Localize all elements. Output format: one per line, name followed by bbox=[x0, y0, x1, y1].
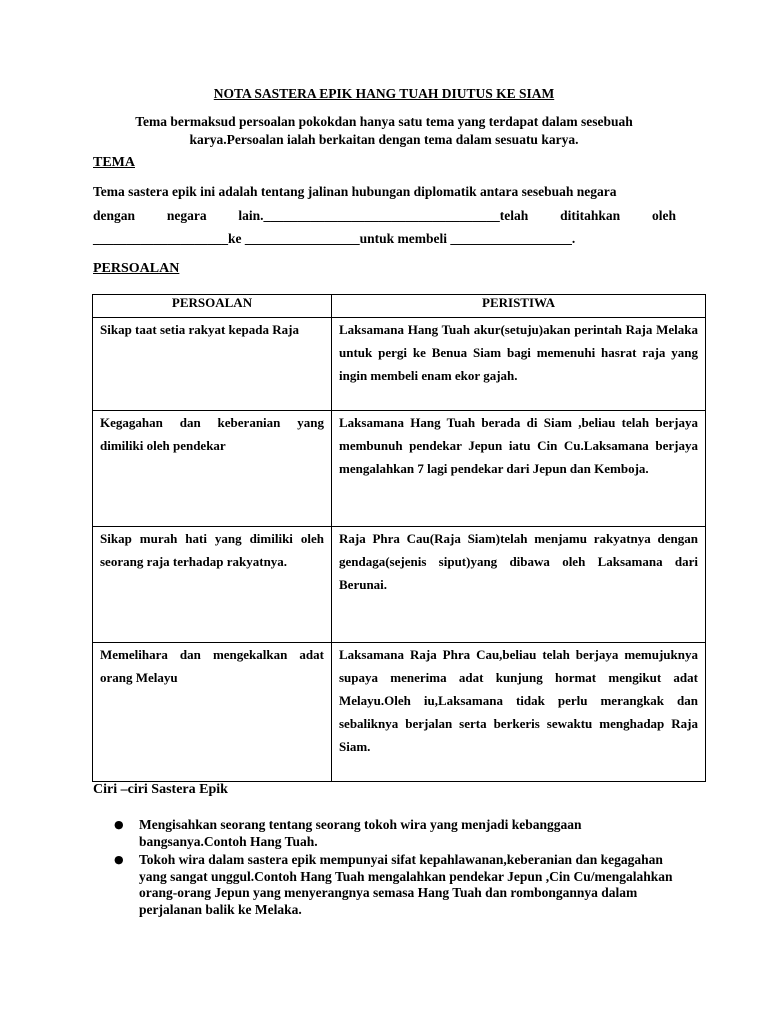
intro-line: karya.Persoalan ialah berkaitan dengan tema dalam sesuatu karya. bbox=[189, 132, 579, 147]
table-row bbox=[93, 318, 706, 411]
persoalan-cell: Sikap murah hati yang dimiliki oleh seorang raja terhadap rakyatnya. bbox=[93, 527, 332, 643]
tema-line bbox=[93, 180, 676, 204]
table-row bbox=[93, 643, 706, 782]
intro-paragraph bbox=[100, 113, 668, 149]
column-header-persoalan: PERSOALAN bbox=[93, 295, 332, 318]
bullet-icon: ● bbox=[114, 853, 124, 866]
list-item-text: Tokoh wira dalam sastera epik mempunyai sifat kepahlawanan,keberanian dan kegagahan yang sangat unggul.Contoh Hang Tuah mengalahkan pendekar Jepun ,Cin Cu/mengalahkan orang-orang Jepun yang menyerangnya semasa Hang Tuah dan rombongannya dalam perjalanan balik ke Melaka. bbox=[139, 852, 673, 917]
list-item bbox=[93, 817, 683, 850]
table-row bbox=[93, 527, 706, 643]
tema-line-fill-blank: ____________________ke _________________untuk membeli __________________. bbox=[93, 231, 576, 246]
peristiwa-cell: Laksamana Raja Phra Cau,beliau telah berjaya memujuknya supaya menerima adat kunjung hormat mengikut adat Melayu.Oleh iu,Laksamana tidak perlu merangkak dan sebaliknya berjalan serta berkeris sewaktu menghadap Raja Siam. bbox=[332, 643, 706, 782]
tema-line-fill-blank bbox=[93, 204, 676, 228]
tema-word: dititahkan bbox=[560, 207, 621, 223]
ciri-heading: Ciri –ciri Sastera Epik bbox=[93, 782, 228, 797]
persoalan-cell: Kegagahan dan keberanian yang dimiliki oleh pendekar bbox=[93, 411, 332, 527]
peristiwa-cell: Laksamana Hang Tuah berada di Siam ,beliau telah berjaya membunuh pendekar Jepun iatu Cin Cu.Laksamana berjaya mengalahkan 7 lagi pendekar dari Jepun dan Kemboja. bbox=[332, 411, 706, 527]
table-header-row bbox=[93, 295, 706, 318]
intro-line: Tema bermaksud persoalan pokokdan hanya satu tema yang terdapat dalam sesebuah bbox=[135, 114, 633, 129]
tema-paragraph bbox=[93, 180, 676, 251]
list-item-text: Mengisahkan seorang tentang seorang tokoh wira yang menjadi kebanggaan bangsanya.Contoh Hang Tuah. bbox=[139, 817, 582, 849]
list-item bbox=[93, 852, 683, 918]
table-row bbox=[93, 411, 706, 527]
peristiwa-cell: Laksamana Hang Tuah akur(setuju)akan perintah Raja Melaka untuk pergi ke Benua Siam bagi memenuhi hasrat raja yang ingin membeli enam ekor gajah. bbox=[332, 318, 706, 411]
persoalan-heading: PERSOALAN bbox=[93, 261, 180, 276]
tema-word: negara bbox=[166, 207, 207, 223]
document-title: NOTA SASTERA EPIK HANG TUAH DIUTUS KE SIAM bbox=[213, 86, 555, 101]
persoalan-table bbox=[92, 294, 706, 782]
peristiwa-cell: Raja Phra Cau(Raja Siam)telah menjamu rakyatnya dengan gendaga(sejenis siput)yang dibawa oleh Laksamana dari Berunai. bbox=[332, 527, 706, 643]
persoalan-cell: Sikap taat setia rakyat kepada Raja bbox=[93, 318, 332, 411]
tema-word: lain.___________________________________telah bbox=[238, 207, 529, 223]
bullet-icon: ● bbox=[114, 818, 124, 831]
tema-heading: TEMA bbox=[93, 155, 135, 170]
ciri-list bbox=[93, 817, 683, 920]
persoalan-cell: Memelihara dan mengekalkan adat orang Melayu bbox=[93, 643, 332, 782]
column-header-peristiwa: PERISTIWA bbox=[332, 295, 706, 318]
tema-word: dengan bbox=[93, 207, 136, 223]
tema-word: oleh bbox=[651, 207, 676, 223]
tema-text: Tema sastera epik ini adalah tentang jalinan hubungan diplomatik antara sesebuah negara bbox=[93, 184, 617, 199]
